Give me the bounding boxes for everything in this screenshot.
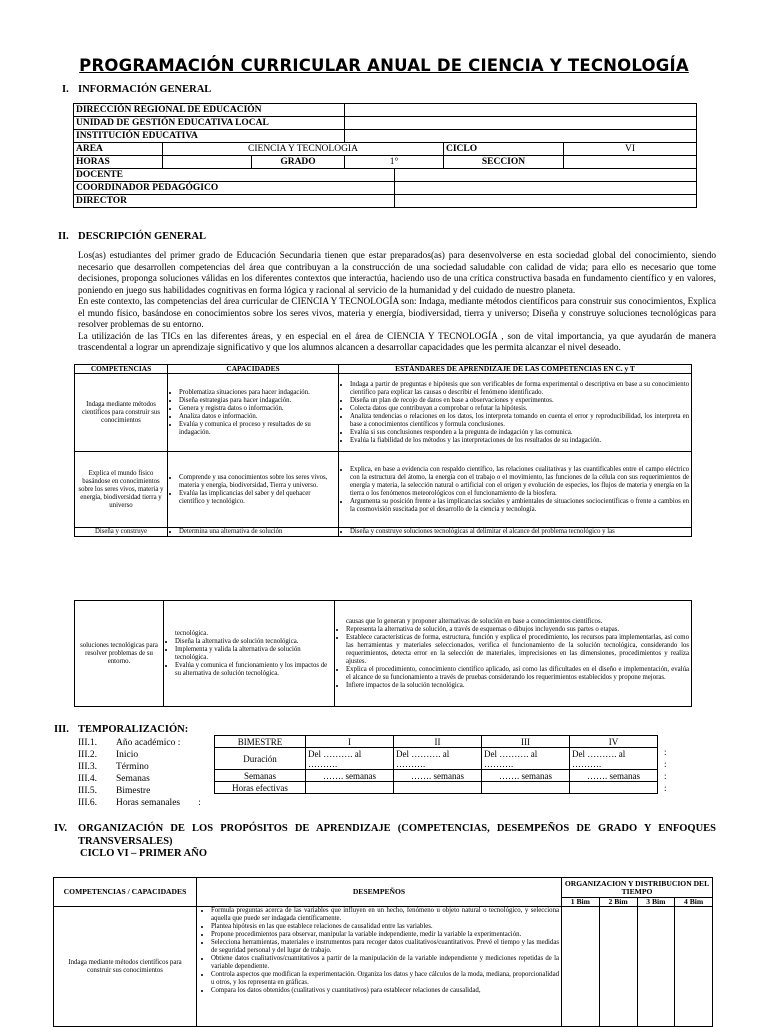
grado-value: 1° <box>345 156 444 169</box>
bimestre-header-ii: II <box>394 736 482 748</box>
docente-value <box>394 169 697 182</box>
duracion-end: ………. <box>572 758 602 769</box>
org-header-desempenos: DESEMPEÑOS <box>197 878 562 907</box>
duracion-from-to: Del ………. al <box>572 748 626 759</box>
duracion-from-to: Del ………. al <box>396 748 450 759</box>
director-value <box>394 195 697 208</box>
capacity-item: • Evalúa las implicancias del saber y del quehacer científico y tecnológico. <box>179 490 336 506</box>
bimestre-header-iv: IV <box>570 736 658 748</box>
standards-indaga <box>339 374 692 452</box>
standard-item: • Colecta datos que contribuyan a comprobar o refutar la hipótesis. <box>350 405 689 413</box>
horas-efectivas-cell <box>570 782 658 794</box>
section-1-number: I. <box>62 84 69 95</box>
page-title: PROGRAMACIÓN CURRICULAR ANUAL DE CIENCIA Y TECNOLOGÍA <box>79 56 689 75</box>
learning-purposes-table <box>53 877 713 1027</box>
standard-item: • Indaga a partir de preguntas e hipótesis que son verificables de forma experimental o descriptiva en base a su conocimiento científico para explicar las causas o describir el fenómeno identificado. <box>350 381 689 397</box>
capacity-item: • Diseña estrategias para hacer indagación. <box>179 397 336 405</box>
org-competency-indaga: Indaga mediante métodos científicos para construir sus conocimientos <box>54 907 197 1027</box>
horas-efectivas-cell <box>394 782 482 794</box>
grado-label: GRADO <box>252 156 345 169</box>
semanas-cell: ……. semanas <box>306 770 394 782</box>
org-header-tiempo: ORGANIZACION Y DISTRIBUCION DEL TIEMPO <box>562 878 713 898</box>
section-4-number: IV. <box>54 823 67 834</box>
seccion-label: SECCION <box>444 156 564 169</box>
tempo-colon: : <box>664 783 667 793</box>
competency-disena-cont: soluciones tecnológicas para resolver problemas de su entorno. <box>75 601 164 707</box>
desempeno-item: • Controla aspectos que modifican la experimentación. Organiza los datos y hace cálculos de la moda, mediana, proporcionalidad u otros, y los representa en gráficas. <box>211 971 559 987</box>
bim-2-cell <box>599 907 637 1027</box>
duracion-cell <box>482 748 570 770</box>
description-paragraph-3: La utilización de las TICs en las diferentes áreas, y en especial en el área de CIENCIA Y TECNOLOGÍA , son de vital importancia, ya que ayudarán de manera trascendental a lograr un aprendizaje significativo y que los alumnos alcancen a desarrollar capacidades que les permita alcanzar el nivel deseado. <box>78 331 716 353</box>
desempeno-item: • Formula preguntas acerca de las variables que influyen en un hecho, fenómeno u objeto natural o tecnológico, y selecciona aquella que puede ser indagada científicamente. <box>211 907 559 923</box>
duracion-from-to: Del ………. al <box>308 748 362 759</box>
tempo-colon: : <box>664 747 667 757</box>
tempo-item-number: III.3. <box>78 762 97 772</box>
desempeno-item: • Plantea hipótesis en las que establece relaciones de causalidad entre las variables. <box>211 923 559 931</box>
ie-value <box>345 130 697 143</box>
tempo-item-label: Año académico : <box>116 738 181 748</box>
duracion-cell <box>570 748 658 770</box>
competency-explica: Explica el mundo físico basándose en conocimientos sobre los seres vivos, materia y energía, biodiversidad tierra y universo <box>75 452 168 528</box>
bim-2-header: 2 Bim <box>599 898 637 907</box>
coordinador-label: COORDINADOR PEDAGÓGICO <box>74 182 395 195</box>
standards-disena <box>339 528 692 537</box>
tempo-item-label: Inicio <box>116 750 139 760</box>
bim-3-header: 3 Bim <box>637 898 675 907</box>
tempo-colons <box>664 746 667 794</box>
duracion-cell <box>306 748 394 770</box>
header-competencias: COMPETENCIAS <box>75 365 168 374</box>
capacity-item: • Problematiza situaciones para hacer indagación. <box>179 389 336 397</box>
tempo-colon: : <box>664 759 667 769</box>
semanas-cell: ……. semanas <box>482 770 570 782</box>
section-2-number: II. <box>58 231 69 242</box>
standard-item: • Explica, en base a evidencia con respaldo científico, las relaciones cualitativas y las cuantificables entre el campo eléctrico con la estructura del átomo, la energía con el trabajo o el movimiento, las funciones de la célula con sus requerimientos de energía y materia, la selección natural o artificial con el origen y evolución de especies, los flujos de materia y energía en la tierra o los fenómenos meteorológicos con el funcionamiento de la biosfera. <box>350 466 689 498</box>
standard-item: • Diseña un plan de recojo de datos en base a observaciones y experimentos. <box>350 397 689 405</box>
ugel-label: UNIDAD DE GESTIÓN EDUCATIVA LOCAL <box>74 117 345 130</box>
capacity-item: • Evalúa y comunica el funcionamiento y los impactos de su alternativa de solución tecnológica. <box>175 662 332 678</box>
desempeno-item: • Obtiene datos cualitativos/cuantitativos a partir de la manipulación de la variable independiente y mediciones repetidas de la variable dependiente. <box>211 955 559 971</box>
duracion-end: ………. <box>484 758 514 769</box>
tempo-item-number: III.1. <box>78 738 97 748</box>
header-capacidades: CAPACIDADES <box>168 365 339 374</box>
ciclo-label: CICLO <box>444 143 564 156</box>
desempeno-item: • Compara los datos obtenidos (cualitativos y cuantitativos) para establecer relaciones de causalidad, <box>211 987 559 995</box>
tempo-item-label: Término <box>116 762 149 772</box>
desempeno-item: • Selecciona herramientas, materiales e instrumentos para recoger datos cualitativos/cuantitativos. Prevé el tiempo y las medidas de seguridad personal y del lugar de trabajo. <box>211 939 559 955</box>
duracion-end: ………. <box>308 758 338 769</box>
org-desempenos-list <box>197 907 562 1027</box>
ugel-value <box>345 117 697 130</box>
capacities-disena-cont <box>164 601 335 707</box>
capacity-item: • Genera y registra datos o información. <box>179 405 336 413</box>
temporalization-list <box>78 737 201 809</box>
bimestre-header-i: I <box>306 736 394 748</box>
standard-item: • Argumenta su posición frente a las implicancias sociales y ambientales de situaciones sociocientíficas o frente a cambios en la cosmovisión suscitada por el desarrollo de la ciencia y tecnología. <box>350 498 689 514</box>
section-4-heading: ORGANIZACIÓN DE LOS PROPÓSITOS DE APRENDIZAJE (COMPETENCIAS, DESEMPEÑOS DE GRADO Y ENFOQUES TRANSVERSALES) <box>78 823 716 847</box>
ciclo-value: VI <box>564 143 697 156</box>
header-estandares: ESTÁNDARES DE APRENDIZAJE DE LAS COMPETENCIAS EN C. y T <box>339 365 692 374</box>
capacities-disena <box>168 528 339 537</box>
section-1-heading: INFORMACIÓN GENERAL <box>78 84 212 95</box>
horas-efectivas-label: Horas efectivas <box>215 782 306 794</box>
bimestre-header: BIMESTRE <box>215 736 306 748</box>
area-label: AREA <box>74 143 163 156</box>
capacity-continued: tecnológica. <box>175 629 209 637</box>
standard-item: • Infiere impactos de la solución tecnológica. <box>346 682 689 690</box>
tempo-item-number: III.6. <box>78 798 97 808</box>
capacity-item: • Analiza datos e información. <box>179 413 336 421</box>
horas-label: HORAS <box>74 156 163 169</box>
tempo-item-label: Bimestre <box>116 786 151 796</box>
bim-1-header: 1 Bim <box>562 898 600 907</box>
desempeno-item: • Propone procedimientos para observar, manipular la variable independiente, medir la variable la experimentación. <box>211 931 559 939</box>
duracion-cell <box>394 748 482 770</box>
competencies-table-continued <box>74 600 692 707</box>
bim-3-cell <box>637 907 675 1027</box>
semanas-cell: ……. semanas <box>394 770 482 782</box>
capacities-indaga <box>168 374 339 452</box>
section-3-number: III. <box>54 724 69 735</box>
section-3-heading: TEMPORALIZACIÓN: <box>78 724 189 735</box>
capacities-explica <box>168 452 339 528</box>
coordinador-value <box>394 182 697 195</box>
semanas-cell: ……. semanas <box>570 770 658 782</box>
tempo-item-number: III.2. <box>78 750 97 760</box>
standard-item: • Representa la alternativa de solución, a través de esquemas o dibujos incluyendo sus partes o etapas. <box>346 626 689 634</box>
area-value: CIENCIA Y TECNOLOGIA <box>163 143 444 156</box>
duracion-end: ………. <box>396 758 426 769</box>
standard-item: • Evalúa si sus conclusiones responden a la pregunta de indagación y las comunica. <box>350 429 689 437</box>
capacity-item: • Evalúa y comunica el proceso y resultados de su indagación. <box>179 421 336 437</box>
standard-continued: causas que lo generan y proponer alternativas de solución en base a conocimientos científicos. <box>346 617 603 625</box>
bim-4-cell <box>675 907 713 1027</box>
description-body <box>78 251 716 355</box>
bim-1-cell <box>562 907 600 1027</box>
tempo-item-label: Semanas <box>116 774 150 784</box>
tempo-item-number: III.5. <box>78 786 97 796</box>
dre-value <box>345 104 697 117</box>
ie-label: INSTITUCIÓN EDUCATIVA <box>74 130 345 143</box>
section-4-subheading: CICLO VI – PRIMER AÑO <box>80 848 207 859</box>
tempo-item-number: III.4. <box>78 774 97 784</box>
standard-item: • Establece características de forma, estructura, función y explica el procedimiento, los recursos para implementarlas, así como las herramientas y materiales seleccionados, verifica el funcionamiento de la solución tecnológica, considerando los requerimientos, detecta error en la selección de materiales, imprecisiones en las dimensiones, procedimientos y realiza ajustes. <box>346 634 689 666</box>
general-info-table <box>73 103 697 208</box>
competencies-table <box>74 364 692 537</box>
capacity-item: • Comprende y usa conocimientos sobre los seres vivos, materia y energía, biodiversidad, Tierra y universo. <box>179 474 336 490</box>
section-2-heading: DESCRIPCIÓN GENERAL <box>78 231 207 242</box>
org-header-competencias: COMPETENCIAS / CAPACIDADES <box>54 878 197 907</box>
bim-4-header: 4 Bim <box>675 898 713 907</box>
horas-efectivas-cell <box>482 782 570 794</box>
bimestre-header-iii: III <box>482 736 570 748</box>
dre-label: DIRECCIÓN REGIONAL DE EDUCACIÓN <box>74 104 345 117</box>
description-paragraph-1: Los(as) estudiantes del primer grado de Educación Secundaria tienen que estar preparados(as) para desenvolverse en esta sociedad global del conocimiento, siendo necesario que desarrollen competencias del área que contribuyan a la construcción de una sociedad saludable con calidad de vida; para ello es necesario que tome decisiones, proponga soluciones válidas en los diferentes contextos que interactúa, haciendo uso de una crítica constructiva basada en fundamento científico y en valores, poniendo en juego sus habilidades cognitivas en forma lógica y racional al servicio de la humanidad y del cuidado de nuestro planeta. <box>78 251 716 296</box>
capacity-item: • Diseña la alternativa de solución tecnológica. <box>175 638 332 646</box>
director-label: DIRECTOR <box>74 195 395 208</box>
seccion-value <box>564 156 697 169</box>
capacity-item: • Implementa y valida la alternativa de solución tecnológica. <box>175 646 332 662</box>
competency-indaga: Indaga mediante métodos científicos para construir sus conocimientos <box>75 374 168 452</box>
tempo-colon: : <box>198 798 201 808</box>
standard-item: • Diseña y construye soluciones tecnológicas al delimitar el alcance del problema tecnológico y las <box>350 528 689 536</box>
horas-value <box>163 156 252 169</box>
standard-item: • Evalúa la fiabilidad de los métodos y las interpretaciones de los resultados de su indagación. <box>350 437 689 445</box>
competency-disena: Diseña y construye <box>75 528 168 537</box>
tempo-colon: : <box>664 771 667 781</box>
horas-efectivas-cell <box>306 782 394 794</box>
standard-item: • Analiza tendencias o relaciones en los datos, los interpreta tomando en cuenta el error y reproducibilidad, los interpreta en base a conocimientos científicos y formula conclusiones. <box>350 413 689 429</box>
capacity-item: • Determina una alternativa de solución <box>179 528 336 536</box>
standard-item: • Explica el procedimiento, conocimiento científico aplicado, así como las dificultades en el diseño e implementación, evalúa el alcance de su funcionamiento a través de pruebas considerando los requerimientos establecidos y propone mejoras. <box>346 666 689 682</box>
docente-label: DOCENTE <box>74 169 395 182</box>
standards-explica <box>339 452 692 528</box>
semanas-label: Semanas <box>215 770 306 782</box>
standards-disena-cont <box>335 601 692 707</box>
duracion-label: Duración <box>215 748 306 770</box>
duracion-from-to: Del ………. al <box>484 748 538 759</box>
tempo-item-label: Horas semanales <box>116 798 181 808</box>
bimester-table <box>214 735 658 794</box>
description-paragraph-2: En este contexto, las competencias del área curricular de CIENCIA Y TECNOLOGÍA son: Indaga, mediante métodos científicos para construir sus conocimientos, Explica el mundo físico, basándose en conocimientos sobre los seres vivos, materia y energía, biodiversidad, tierra y universo; Diseña y construye soluciones tecnológicas para resolver problemas de su entorno. <box>78 297 716 330</box>
